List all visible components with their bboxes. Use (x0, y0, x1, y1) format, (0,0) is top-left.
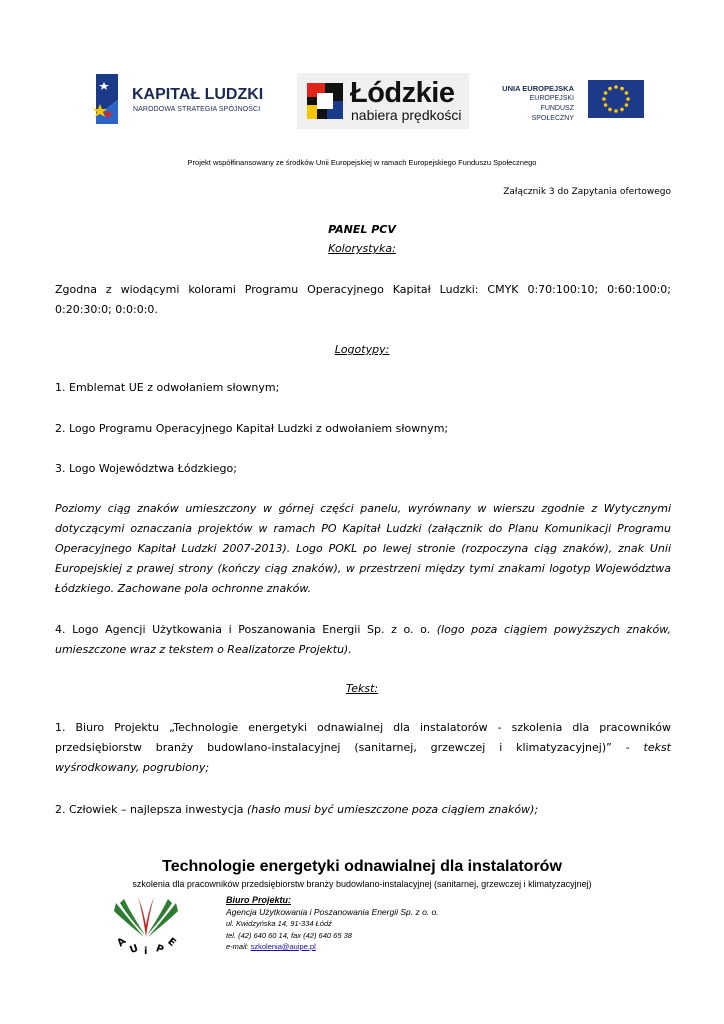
cofinancing-note: Projekt współfinansowany ze środków Unii Europejskiej w ramach Europejskiego Funduszu Społecznego (187, 158, 537, 167)
section-heading-text-text: Tekst: (345, 682, 379, 695)
footer-subtitle: szkolenia dla pracowników przedsiębiorstw branży budowlano-instalacyjnej (sanitarnej, grzewczej i klimatyzacyjnej) (132, 879, 592, 889)
text-item-1 (55, 718, 671, 778)
logos-note-text: Poziomy ciąg znaków umieszczony w górnej części panelu, wyrównany w wierszu zgodnie z Wytycznymi dotyczącymi oznaczania projektów w ramach PO Kapitał Ludzki (załącznik do Planu Komunikacji Programu Operacyjnego Kapitał Ludzki 2007-2013). Logo POKL po lewej stronie (rozpoczyna ciąg znaków), znak Unii Europejskiej z prawej strony (kończy ciąg znaków), w przestrzeni między tymi znakami logotyp Województwa Łódzkiego. Zachowane pola ochronne znaków. (55, 502, 671, 595)
text-item-1-main: 1. Biuro Projektu „Technologie energetyki odnawialnej dla instalatorów - szkolenia dla pracowników przedsiębiorstw branży budowlano-instalacyjnej (sanitarnej, grzewczej i klimatyzacyjnej)” - (55, 721, 671, 754)
lodzkie-logo (297, 73, 469, 129)
logo-item-2: 2. Logo Programu Operacyjnego Kapitał Ludzki z odwołaniem słownym; (55, 422, 449, 435)
text-item-1-note: tekst wyśrodkowany, pogrubiony; (55, 741, 671, 774)
office-address: ul. Kwidzyńska 14, 91-334 Łódź (226, 919, 332, 928)
lodzkie-emblem-icon (305, 81, 345, 121)
section-heading-colors-text: Kolorystyka: (328, 242, 396, 255)
office-heading: Biuro Projektu: (226, 895, 292, 905)
logo-item-4-main: 4. Logo Agencji Użytkowania i Poszanowania Energii Sp. z o. o. (55, 623, 431, 636)
lodzkie-title: Łódzkie (350, 77, 455, 109)
eu-logo-line1: UNIA EUROPEJSKA (502, 84, 574, 93)
kapital-ludzki-title: KAPITAŁ LUDZKI (132, 86, 264, 103)
eu-logo-line3: FUNDUSZ SPOŁECZNY (531, 105, 574, 122)
document-title: PANEL PCV (328, 223, 396, 236)
office-email-row (226, 941, 439, 953)
logo-item-4 (55, 620, 671, 660)
logos-note-paragraph (55, 499, 671, 599)
logo-item-1: 1. Emblemat UE z odwołaniem słownym; (55, 381, 280, 394)
email-link[interactable]: szkolenia@auipe.pl (250, 942, 316, 951)
auipe-letter-u: U (128, 942, 140, 957)
kapital-ludzki-logo (88, 70, 268, 128)
annex-label: Załącznik 3 do Zapytania ofertowego (503, 187, 671, 197)
eu-logo (498, 78, 648, 120)
email-label: e-mail: (226, 942, 249, 951)
colors-paragraph: Zgodna z wiodącymi kolorami Programu Operacyjnego Kapitał Ludzki: CMYK 0:70:100:10; 0:60:100:0; 0:20:30:0; 0:0:0:0. (55, 283, 671, 316)
eu-logo-line2: EUROPEJSKI (529, 95, 574, 102)
kapital-ludzki-emblem-icon (88, 70, 128, 128)
lodzkie-subtitle: nabiera prędkości (351, 107, 462, 123)
auipe-logo (110, 893, 182, 957)
office-agency: Agencja Użytkowania i Poszanowania Energii Sp. z o. o. (226, 906, 439, 917)
eu-logo-text (498, 84, 574, 124)
text-item-2-note: (hasło musi być umieszczone poza ciągiem znaków); (247, 803, 539, 816)
footer-title: Technologie energetyki odnawialnej dla instalatorów (162, 858, 562, 875)
office-phone: tel. (42) 640 60 14, fax (42) 640 65 38 (226, 930, 352, 940)
logo-item-4-note: (logo poza ciągiem powyższych znaków, umieszczone wraz z tekstem o Realizatorze Projektu). (55, 623, 671, 656)
logo-item-3: 3. Logo Województwa Łódzkiego; (55, 462, 237, 475)
kapital-ludzki-subtitle: NARODOWA STRATEGIA SPÓJNOŚCI (133, 106, 261, 113)
section-heading-logos (0, 343, 724, 356)
auipe-letter-p: P (154, 943, 166, 956)
eu-flag-icon (588, 80, 644, 118)
auipe-letter-e: E (165, 936, 178, 949)
section-heading-logos-text: Logotypy: (334, 343, 390, 356)
project-office-info (226, 895, 439, 953)
auipe-letter-a: A (115, 935, 129, 950)
auipe-letter-i: i (144, 946, 148, 957)
section-heading-text (0, 682, 724, 695)
section-heading-colors (0, 242, 724, 255)
text-item-2 (55, 800, 671, 820)
text-item-2-main: 2. Człowiek – najlepsza inwestycja (55, 803, 244, 816)
